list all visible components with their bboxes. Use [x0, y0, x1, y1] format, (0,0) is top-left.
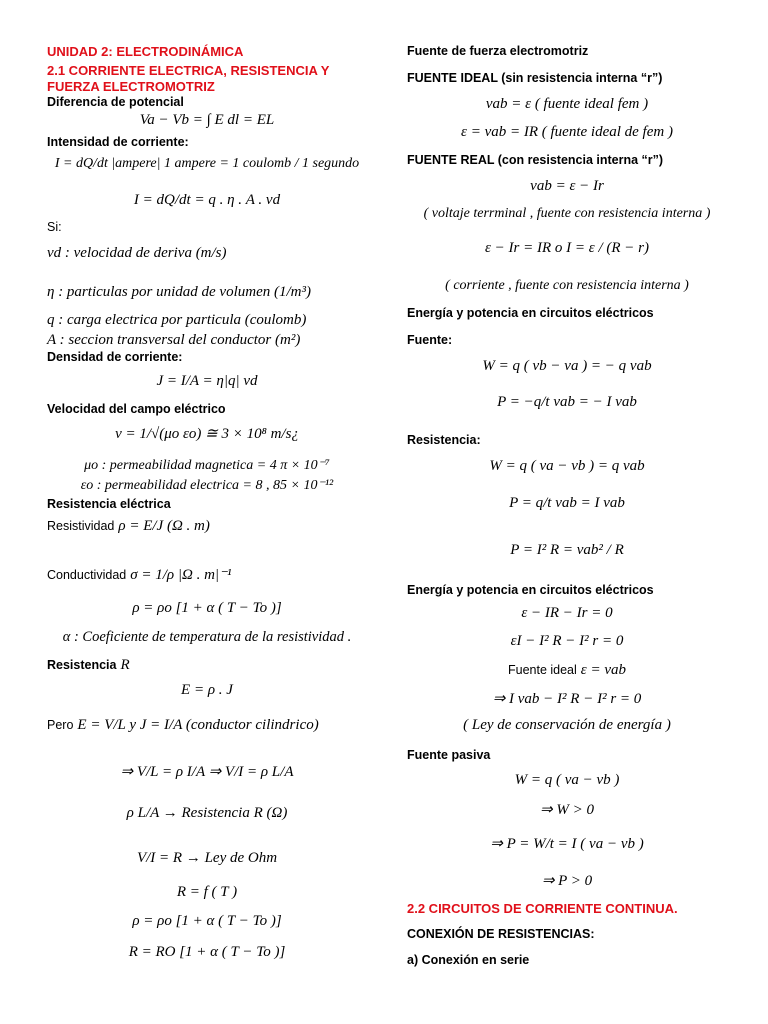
eq-velocidad: v = 1/√(μo εo) ≅ 3 × 10⁸ m/s¿: [115, 426, 299, 442]
fuente-label: Fuente:: [407, 333, 453, 347]
heading-energia: Energía y potencia en circuitos eléctricos: [407, 306, 654, 320]
heading-fem: Fuente de fuerza electromotriz: [407, 44, 589, 58]
resistencia-label: Resistencia: [47, 658, 117, 672]
eq-kirch-2: εI − I² R − I² r = 0: [510, 633, 624, 649]
def-eps: εo : permeabilidad electrica = 8 , 85 × 10⁻¹²: [80, 478, 334, 493]
eq-fuente-ideal: ε = vab: [580, 662, 626, 678]
heading-energia-2: Energía y potencia en circuitos eléctricos: [407, 583, 654, 597]
fuente-ideal-row: [407, 661, 727, 679]
resistividad-label: Resistividad: [47, 519, 115, 533]
eq-pasiva-3: ⇒ P = W/t = I ( va − vb ): [490, 836, 644, 852]
eq-fuente-P: P = −q/t vab = − I vab: [497, 394, 637, 410]
eq-ley-conservacion: ( Ley de conservación de energía ): [463, 717, 671, 733]
resistencia-row: [47, 656, 130, 674]
eq-densidad: J = I/A = η|q| vd: [156, 373, 258, 389]
heading-fuente-pasiva: Fuente pasiva: [407, 748, 491, 762]
eq-ohm-1: ⇒ V/L = ρ I/A ⇒ V/I = ρ L/A: [120, 764, 294, 780]
heading-fuente-ideal: FUENTE IDEAL (sin resistencia interna “r”): [407, 71, 663, 85]
heading-diferencia: Diferencia de potencial: [47, 95, 184, 109]
eq-fuente-W: W = q ( vb − va ) = − q vab: [482, 358, 652, 374]
resistencia-label-right: Resistencia:: [407, 433, 481, 447]
eq-kirch-1: ε − IR − Ir = 0: [521, 605, 613, 621]
def-eta: η : particulas por unidad de volumen (1/m³): [47, 284, 311, 300]
def-mu: μo : permeabilidad magnetica = 4 π × 10⁻⁷: [84, 458, 330, 473]
eq-ideal-2: ε = vab = IR ( fuente ideal de fem ): [461, 124, 673, 140]
heading-conexion: CONEXIÓN DE RESISTENCIAS:: [407, 927, 595, 941]
def-q: q : carga electrica por particula (coulomb): [47, 312, 307, 328]
heading-serie: a) Conexión en serie: [407, 953, 530, 967]
eq-E: E = ρ . J: [181, 682, 233, 698]
eq-res-P: P = q/t vab = I vab: [509, 495, 625, 511]
heading-resistencia-electrica: Resistencia eléctrica: [47, 497, 171, 511]
eq-ideal-1: vab = ε ( fuente ideal fem ): [485, 96, 649, 112]
eq-pasiva-1: W = q ( va − vb ): [514, 772, 620, 788]
eq-conductividad: σ = 1/ρ |Ω . m|⁻¹: [130, 567, 232, 583]
unit-title: UNIDAD 2: ELECTRODINÁMICA: [47, 44, 244, 59]
eq-rho-temp-2: ρ = ρo [1 + α ( T − To )]: [132, 913, 282, 929]
eq-ohm-3: V/I = R → Ley de Ohm: [136, 850, 278, 866]
eq-intensidad: I = dQ/dt |ampere| 1 ampere = 1 coulomb / 1 segundo: [54, 156, 360, 171]
pero-label: Pero: [47, 718, 74, 732]
heading-intensidad: Intensidad de corriente:: [47, 135, 189, 149]
eq-intensidad-2: I = dQ/dt = q . η . A . vd: [133, 192, 281, 208]
eq-pasiva-2: ⇒ W > 0: [540, 802, 594, 818]
resistencia-symbol: R: [120, 657, 130, 673]
eq-resistividad: ρ = E/J (Ω . m): [118, 518, 210, 534]
eq-pasiva-4: ⇒ P > 0: [541, 873, 593, 889]
conductividad-label: Conductividad: [47, 568, 127, 582]
pero-row: [47, 716, 319, 734]
heading-fuente-real: FUENTE REAL (con resistencia interna “r”): [407, 153, 664, 167]
section-title: 2.1 CORRIENTE ELECTRICA, RESISTENCIA Y FUERZA ELECTROMOTRIZ: [47, 63, 330, 94]
eq-ohm-2: ρ L/A → Resistencia R (Ω): [126, 805, 288, 821]
eq-res-W: W = q ( va − vb ) = q vab: [489, 458, 645, 474]
eq-real-2-note: ( corriente , fuente con resistencia interna ): [445, 278, 689, 293]
eq-res-P2: P = I² R = vab² / R: [510, 542, 624, 558]
section-2-2-title: 2.2 CIRCUITOS DE CORRIENTE CONTINUA.: [407, 901, 678, 916]
resistividad-row: [47, 517, 210, 535]
conductividad-row: [47, 565, 231, 584]
eq-kirch-3: ⇒ I vab − I² R − I² r = 0: [492, 691, 642, 707]
right-column: [407, 0, 727, 1024]
si-label: Si:: [47, 220, 62, 234]
eq-real-1: vab = ε − Ir: [530, 178, 604, 194]
def-vd: vd : velocidad de deriva (m/s): [47, 245, 227, 261]
heading-velocidad: Velocidad del campo eléctrico: [47, 402, 226, 416]
eq-real-1-note: ( voltaje terrminal , fuente con resistencia interna ): [423, 206, 711, 221]
eq-real-2: ε − Ir = IR o I = ε / (R − r): [485, 240, 649, 256]
def-A: A : seccion transversal del conductor (m²): [47, 332, 301, 348]
heading-densidad: Densidad de corriente:: [47, 350, 183, 364]
eq-potencial: Va − Vb = ∫ E dl = EL: [139, 112, 275, 128]
def-alpha: α : Coeficiente de temperatura de la resistividad .: [62, 629, 352, 645]
fuente-ideal-label: Fuente ideal: [507, 663, 577, 677]
left-column: [47, 0, 367, 1024]
eq-rho-temp: ρ = ρo [1 + α ( T − To )]: [132, 600, 282, 616]
eq-R-temp: R = RO [1 + α ( T − To )]: [128, 944, 286, 960]
eq-R-fT: R = f ( T ): [176, 884, 238, 900]
eq-pero: E = V/L y J = I/A (conductor cilindrico): [77, 717, 319, 733]
